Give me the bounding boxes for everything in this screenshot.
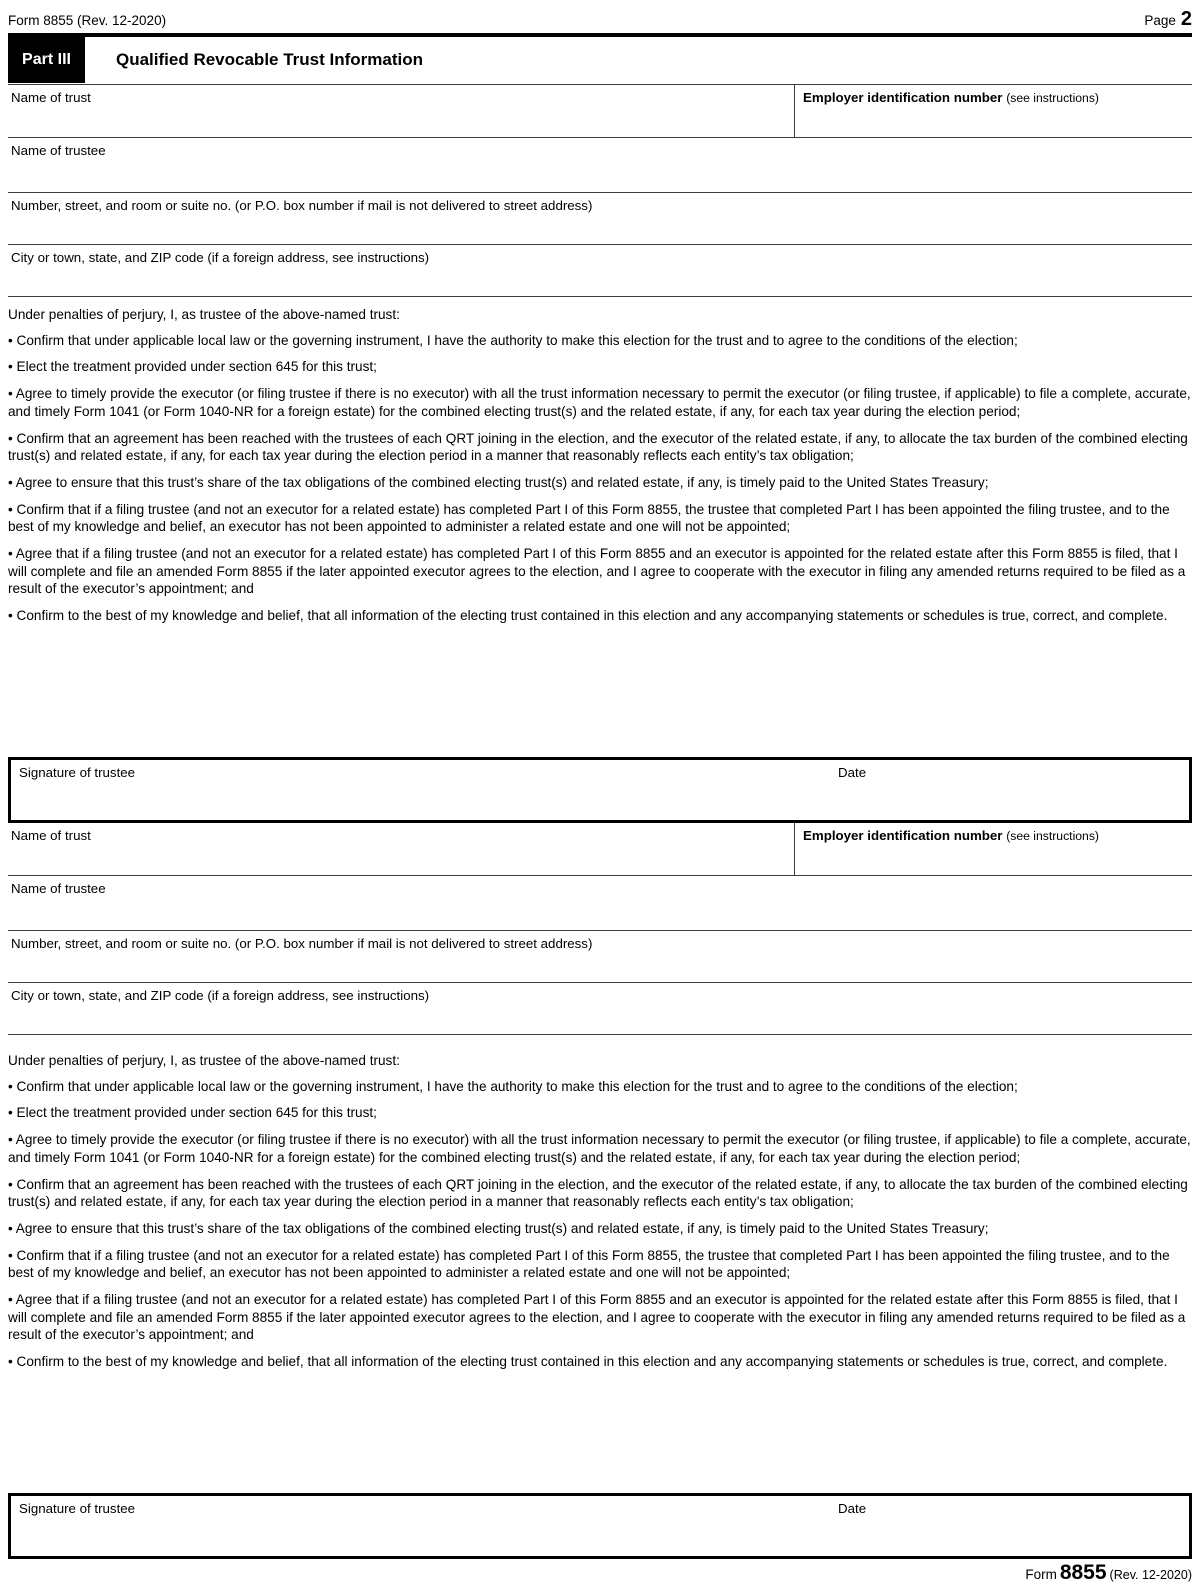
page-indicator xyxy=(1144,8,1192,31)
perjury-bullet-8: • Confirm to the best of my knowledge and belief, that all information of the electing trust contained in this election and any accompanying statements or schedules is true, correct, and complete. xyxy=(8,608,1168,624)
street-address-row xyxy=(8,193,1192,245)
name-of-trust-row xyxy=(8,823,1192,876)
perjury-intro: Under penalties of perjury, I, as trustee of the above-named trust: xyxy=(8,1053,400,1068)
qrt-block-2-fields xyxy=(8,823,1192,1035)
signature-box-2 xyxy=(8,1493,1192,1559)
perjury-bullet-3: • Agree to timely provide the executor (or filing trustee if there is no executor) with all the trust information necessary to permit the executor (or filing trustee, if applicable) to file a complete, accurate, and timely Form 1041 (or Form 1040-NR for a foreign estate) for the combined electing trust(s) and the related estate, if any, for each tax year during the election period; xyxy=(8,386,1191,419)
ein-note: (see instructions) xyxy=(1006,91,1099,105)
name-of-trust-cell xyxy=(8,85,795,137)
perjury-bullet-4: • Confirm that an agreement has been reached with the trustees of each QRT joining in the election, and the executor of the related estate, if any, to allocate the tax burden of the combined electing trust(s) and related estate, if any, for each tax year during the election period in a manner that reasonably reflects each entity’s tax obligation; xyxy=(8,1176,1188,1210)
page-label: Page xyxy=(1144,13,1176,28)
part3-header-bar xyxy=(8,37,1192,85)
city-state-zip-input[interactable] xyxy=(8,268,1192,295)
ein-label-text: Employer identification number xyxy=(803,828,1003,843)
perjury-bullet-6: • Confirm that if a filing trustee (and not an executor for a related estate) has completed Part I of this Form 8855, the trustee that completed Part I has been appointed the filing trustee, and to the best of my knowledge and belief, an executor has not been appointed to administer a related estate and one will not be appointed; xyxy=(8,1247,1170,1281)
perjury-bullet-2: • Elect the treatment provided under section 645 for this trust; xyxy=(8,359,377,375)
date-input[interactable] xyxy=(831,1520,1189,1556)
perjury-bullet-5: • Agree to ensure that this trust’s share of the tax obligations of the combined electing trust(s) and related estate, if any, is timely paid to the United States Treasury; xyxy=(8,1220,989,1236)
perjury-section-1 xyxy=(8,297,1192,757)
perjury-bullet-2: • Elect the treatment provided under section 645 for this trust; xyxy=(8,1105,377,1121)
signature-input[interactable] xyxy=(11,784,829,820)
name-of-trust-label: Name of trust xyxy=(11,828,91,843)
name-of-trustee-label: Name of trustee xyxy=(11,881,106,896)
ein-cell xyxy=(795,823,1192,875)
name-of-trustee-row xyxy=(8,876,1192,931)
street-address-label: Number, street, and room or suite no. (or P.O. box number if mail is not delivered to street address) xyxy=(11,936,593,951)
street-address-label: Number, street, and room or suite no. (or P.O. box number if mail is not delivered to street address) xyxy=(11,198,593,213)
ein-label-text: Employer identification number xyxy=(803,90,1003,105)
city-state-zip-row xyxy=(8,245,1192,297)
name-of-trust-label: Name of trust xyxy=(11,90,91,105)
signature-box-1 xyxy=(8,757,1192,823)
perjury-bullet-7: • Agree that if a filing trustee (and not an executor for a related estate) has completed Part I of this Form 8855 and an executor is appointed for the related estate after this Form 8855 is filed, that I will complete and file an amended Form 8855 if the later appointed executor agrees to the election, and I agree to cooperate with the executor in filing any amended returns required to be filed as a result of the executor’s appointment; and xyxy=(8,546,1186,597)
date-label: Date xyxy=(838,765,867,780)
perjury-intro: Under penalties of perjury, I, as trustee of the above-named trust: xyxy=(8,307,400,322)
ein-cell xyxy=(795,85,1192,137)
name-of-trustee-row xyxy=(8,138,1192,193)
name-of-trust-input[interactable] xyxy=(8,846,794,874)
footer-form-number: 8855 xyxy=(1059,1561,1107,1584)
perjury-bullet-3: • Agree to timely provide the executor (or filing trustee if there is no executor) with all the trust information necessary to permit the executor (or filing trustee, if applicable) to file a complete, accurate, and timely Form 1041 (or Form 1040-NR for a foreign estate) for the combined electing trust(s) and the related estate, if any, for each tax year during the election period; xyxy=(8,1132,1191,1165)
ein-input[interactable] xyxy=(795,846,1192,874)
signature-of-trustee-label: Signature of trustee xyxy=(19,765,136,780)
city-state-zip-row xyxy=(8,983,1192,1035)
name-of-trustee-label: Name of trustee xyxy=(11,143,106,158)
footer-revision: (Rev. 12-2020) xyxy=(1109,1568,1192,1582)
form-id-text: Form 8855 (Rev. 12-2020) xyxy=(8,13,167,28)
qrt-block-1-fields xyxy=(8,85,1192,297)
date-input[interactable] xyxy=(831,784,1189,820)
name-of-trust-input[interactable] xyxy=(8,108,794,136)
name-of-trust-cell xyxy=(8,823,795,875)
perjury-bullet-6: • Confirm that if a filing trustee (and not an executor for a related estate) has completed Part I of this Form 8855, the trustee that completed Part I has been appointed the filing trustee, and to the best of my knowledge and belief, an executor has not been appointed to administer a related estate and one will not be appointed; xyxy=(8,501,1170,535)
part3-label: Part III xyxy=(8,37,85,83)
ein-input[interactable] xyxy=(795,108,1192,136)
perjury-section-2 xyxy=(8,1035,1192,1501)
perjury-bullet-4: • Confirm that an agreement has been reached with the trustees of each QRT joining in the election, and the executor of the related estate, if any, to allocate the tax burden of the combined electing trust(s) and related estate, if any, for each tax year during the election period in a manner that reasonably reflects each entity’s tax obligation; xyxy=(8,430,1188,464)
page-header xyxy=(8,8,1192,31)
city-state-zip-label: City or town, state, and ZIP code (if a foreign address, see instructions) xyxy=(11,988,430,1003)
city-state-zip-input[interactable] xyxy=(8,1006,1192,1033)
ein-label xyxy=(803,823,1192,843)
name-of-trustee-input[interactable] xyxy=(8,899,1192,929)
perjury-bullet-1: • Confirm that under applicable local law or the governing instrument, I have the authority to make this election for the trust and to agree to the conditions of the election; xyxy=(8,1078,1018,1094)
date-label: Date xyxy=(838,1501,867,1516)
city-state-zip-label: City or town, state, and ZIP code (if a foreign address, see instructions) xyxy=(11,250,430,265)
page-footer xyxy=(1025,1561,1192,1585)
footer-form-word: Form xyxy=(1025,1567,1057,1582)
street-address-row xyxy=(8,931,1192,983)
street-address-input[interactable] xyxy=(8,954,1192,981)
part3-title: Qualified Revocable Trust Information xyxy=(116,50,423,69)
perjury-bullet-7: • Agree that if a filing trustee (and not an executor for a related estate) has completed Part I of this Form 8855 and an executor is appointed for the related estate after this Form 8855 is filed, that I will complete and file an amended Form 8855 if the later appointed executor agrees to the election, and I agree to cooperate with the executor in filing any amended returns required to be filed as a result of the executor’s appointment; and xyxy=(8,1292,1186,1343)
perjury-bullet-5: • Agree to ensure that this trust’s share of the tax obligations of the combined electing trust(s) and related estate, if any, is timely paid to the United States Treasury; xyxy=(8,474,989,490)
name-of-trust-row xyxy=(8,85,1192,138)
page-number: 2 xyxy=(1180,8,1192,30)
street-address-input[interactable] xyxy=(8,216,1192,243)
signature-input[interactable] xyxy=(11,1520,829,1556)
signature-of-trustee-label: Signature of trustee xyxy=(19,1501,136,1516)
ein-note: (see instructions) xyxy=(1006,829,1099,843)
perjury-bullet-8: • Confirm to the best of my knowledge and belief, that all information of the electing trust contained in this election and any accompanying statements or schedules is true, correct, and complete. xyxy=(8,1354,1168,1370)
name-of-trustee-input[interactable] xyxy=(8,161,1192,191)
ein-label xyxy=(803,85,1192,105)
perjury-bullet-1: • Confirm that under applicable local law or the governing instrument, I have the authority to make this election for the trust and to agree to the conditions of the election; xyxy=(8,332,1018,348)
